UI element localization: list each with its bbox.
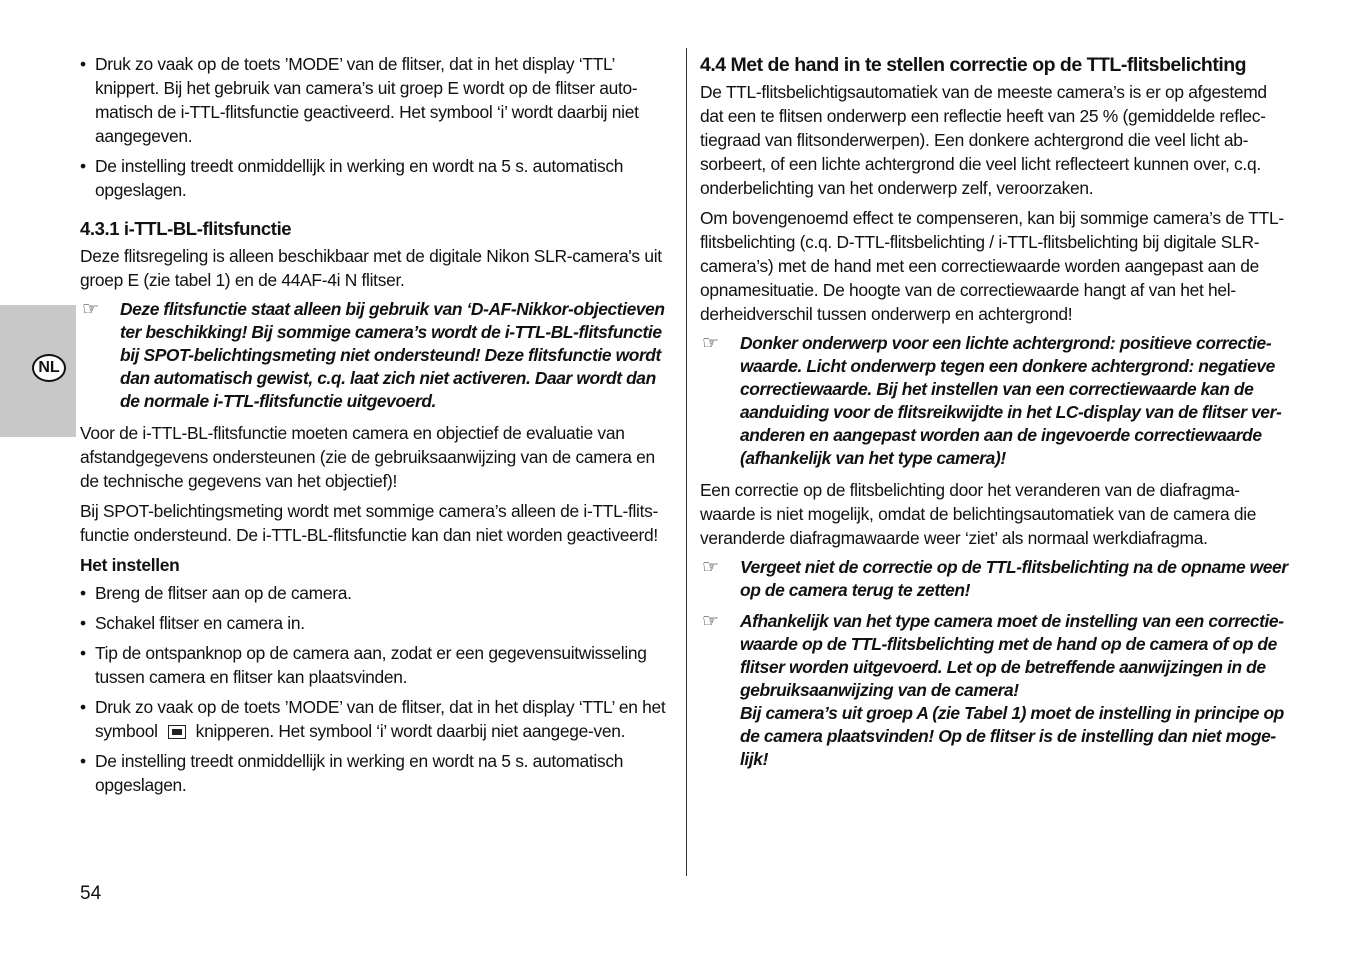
bl-flash-symbol-icon <box>168 725 186 739</box>
column-divider <box>686 48 687 876</box>
note-text: Afhankelijk van het type camera moet de instelling van een correctie-waarde op de TTL-flitsbelichting met de hand op de camera of op de flitser worden uitgevoerd. Let op de betreffende aanwijzingen in de gebruiksaanwijzing van de camera! <box>740 611 1284 700</box>
note-text: Bij camera’s uit groep A (zie Tabel 1) moet de instelling in principe op de camera plaatsvinden! Op de flitser is de instelling dan niet moge-lijk! <box>740 703 1284 769</box>
section-intro: Deze flitsregeling is alleen beschikbaar met de digitale Nikon SLR-camera's uit groep E (zie tabel 1) en de 44AF-4i N flitser. <box>80 246 662 290</box>
note-block <box>80 298 675 413</box>
step-text: knipperen. Het symbool ‘i’ wordt daarbij niet aangege-ven. <box>195 721 626 741</box>
note-text: Deze flitsfunctie staat alleen bij gebruik van ‘D-AF-Nikkor-objectieven ter beschikking! Bij sommige camera’s wordt de i-TTL-BL-flitsfunctie bij SPOT-belichtingsmeting niet ondersteund! Deze flitsfunctie wordt dan automatisch gewist, c.q. laat zich niet activeren. Daar wordt dan de normale i-TTL-flitsfunctie uitgevoerd. <box>120 299 665 411</box>
list-item: • Schakel flitser en camera in. <box>80 611 675 635</box>
paragraph: Voor de i-TTL-BL-flitsfunctie moeten camera en objectief de evaluatie van afstandgegevens ondersteunen (zie de gebruiksaanwijzing van de camera en de technische gegevens van het objectief)! <box>80 423 655 491</box>
list-item: • Breng de flitser aan op de camera. <box>80 581 675 605</box>
list-item: • Druk zo vaak op de toets ’MODE’ van de flitser, dat in het display ‘TTL’ knippert. Bij het gebruik van camera’s uit groep E wordt op de flitser auto-matisch de i-TTL-flitsfunctie geactiveerd. Het symbool ‘i’ wordt daarbij niet aangegeven. <box>80 52 675 148</box>
list-item: • De instelling treedt onmiddellijk in werking en wordt na 5 s. automatisch opgeslagen. <box>80 154 675 202</box>
note-text: Donker onderwerp voor een lichte achtergrond: positieve correctie-waarde. Licht onderwerp tegen een donkere achtergrond: negatieve correctiewaarde. Bij het instellen van een correctiewaarde kan de aanduiding voor de flitsreikwijdte in het LC-display van de flitser ver-anderen en aangepast worden aan de ingevoerde correctiewaarde (afhankelijk van het type camera)! <box>740 333 1282 468</box>
paragraph: Bij SPOT-belichtingsmeting wordt met sommige camera’s alleen de i-TTL-flits-functie ondersteund. De i-TTL-BL-flitsfunctie kan dan niet worden geactiveerd! <box>80 501 659 545</box>
paragraph: De TTL-flitsbelichtigsautomatiek van de meeste camera’s is er op afgestemd dat een te flitsen onderwerp een reflectie heeft van 25 % (gemiddelde reflec-tiegraad van flitsonderwerpen). Een donkere achtergrond die veel licht ab-sorbeert, of een lichte achtergrond die veel licht reflecteert kunnen over, c.q. onderbelichting van het onderwerp zelf, veroorzaken. <box>700 82 1267 198</box>
paragraph: Om bovengenoemd effect te compenseren, kan bij sommige camera’s de TTL-flitsbelichting (c.q. D-TTL-flitsbelichting / i-TTL-flitsbelichting bij digitale SLR-camera’s) met de hand met een correctiewaarde worden aangepast aan de opnamesituatie. De hoogte van de correctiewaarde hangt af van het hel-derheidverschil tussen onderwerp en achtergrond! <box>700 208 1284 324</box>
note-text: Vergeet niet de correctie op de TTL-flitsbelichting na de opname weer op de camera terug te zetten! <box>740 557 1288 600</box>
section-heading: 4.4 Met de hand in te stellen correctie op de TTL-flitsbelichting <box>700 54 1247 76</box>
list-item: • Tip de ontspanknop op de camera aan, zodat er een gegevensuitwisseling tussen camera en flitser kan plaatsvinden. <box>80 641 675 689</box>
step-text: Druk zo vaak op de toets ’MODE’ van de flitser, dat in het display ‘TTL’ en het symbool <box>95 697 666 741</box>
subheading: Het instellen <box>80 555 180 575</box>
page-number: 54 <box>80 883 102 904</box>
pointing-hand-icon: ☞ <box>702 333 719 354</box>
right-column <box>700 52 1294 779</box>
section-title: 4.3.1 i-TTL-BL-flitsfunctie <box>80 218 292 239</box>
list-item: • De instelling treedt onmiddellijk in werking en wordt na 5 s. automatisch opgeslagen. <box>80 749 675 797</box>
pointing-hand-icon: ☞ <box>702 557 719 578</box>
pointing-hand-icon: ☞ <box>82 299 99 320</box>
note-block <box>700 556 1294 602</box>
pointing-hand-icon: ☞ <box>702 611 719 632</box>
language-badge: NL <box>32 354 66 382</box>
paragraph: Een correctie op de flitsbelichting door het veranderen van de diafragma-waarde is niet mogelijk, omdat de belichtingsautomatiek van de camera die veranderde diafragmawaarde weer ‘ziet’ als normaal werkdiafragma. <box>700 480 1257 548</box>
note-block <box>700 332 1294 470</box>
left-column <box>80 52 675 803</box>
note-block <box>700 610 1294 771</box>
list-item <box>80 695 675 743</box>
